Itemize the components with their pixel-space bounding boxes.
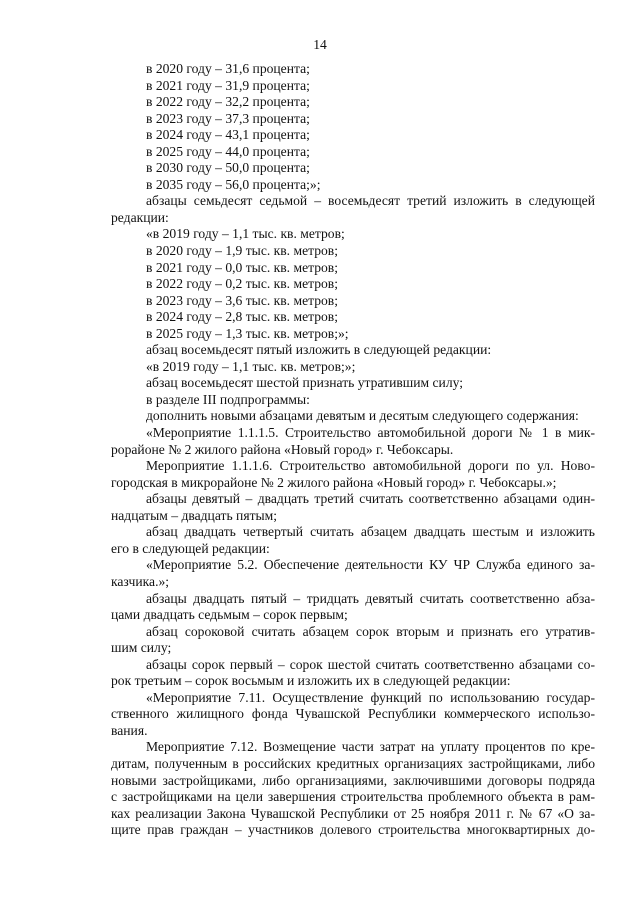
text-line: надцатым – двадцать пятым; bbox=[111, 507, 278, 523]
text-line: абзац сороковой считать абзацем сорок вторым и признать его утратив- bbox=[146, 623, 595, 639]
text-line: «Мероприятие 5.2. Обеспечение деятельности КУ ЧР Служба единого за- bbox=[146, 557, 595, 573]
text-line: дополнить новыми абзацами девятым и десятым следующего содержания: bbox=[146, 408, 579, 424]
text-line: «в 2019 году – 1,1 тыс. кв. метров; bbox=[146, 226, 345, 242]
text-line: в 2020 году – 31,6 процента; bbox=[146, 61, 310, 76]
text-line: цами двадцать седьмым – сорок первым; bbox=[111, 607, 348, 623]
text-line: абзацы двадцать пятый – тридцать девятый считать соответственно абза- bbox=[146, 590, 595, 606]
text-line: абзацы семьдесят седьмой – восемьдесят третий изложить в следующей bbox=[146, 193, 595, 209]
text-line: «Мероприятие 7.11. Осуществление функций по использованию государ- bbox=[146, 689, 595, 705]
text-line: в 2022 году – 0,2 тыс. кв. метров; bbox=[146, 276, 338, 292]
text-line: редакции: bbox=[111, 209, 169, 225]
text-line: «Мероприятие 1.1.1.5. Строительство автомобильной дороги № 1 в мик- bbox=[146, 425, 595, 441]
document-body bbox=[111, 61, 595, 839]
text-line: в 2023 году – 37,3 процента; bbox=[146, 110, 310, 126]
text-line: в 2021 году – 31,9 процента; bbox=[146, 77, 310, 93]
text-line: казчика.»; bbox=[111, 573, 170, 589]
text-line: в разделе III подпрограммы: bbox=[146, 391, 310, 407]
text-line: с застройщиками на цели завершения строительства проблемного объекта в рам- bbox=[111, 789, 595, 805]
text-line: «в 2019 году – 1,1 тыс. кв. метров;»; bbox=[146, 358, 356, 374]
text-line: дитам, полученным в российских кредитных организациях застройщиками, либо bbox=[111, 755, 595, 771]
text-line: рорайоне № 2 жилого района «Новый город» г. Чебоксары. bbox=[111, 441, 454, 457]
text-line: в 2022 году – 32,2 процента; bbox=[146, 94, 310, 110]
text-line: городская в микрорайоне № 2 жилого района «Новый город» г. Чебоксары.»; bbox=[111, 474, 557, 490]
text-line: его в следующей редакции: bbox=[111, 540, 270, 556]
text-line: в 2023 году – 3,6 тыс. кв. метров; bbox=[146, 292, 338, 308]
text-line: абзацы девятый – двадцать третий считать соответственно абзацами один- bbox=[146, 491, 595, 507]
text-line: в 2024 году – 43,1 процента; bbox=[146, 127, 310, 143]
text-line: абзацы сорок первый – сорок шестой считать соответственно абзацами со- bbox=[146, 656, 595, 672]
text-line: рок третьим – сорок восьмым и изложить их в следующей редакции: bbox=[111, 673, 511, 689]
text-line: шим силу; bbox=[111, 640, 172, 656]
text-line: в 2021 году – 0,0 тыс. кв. метров; bbox=[146, 259, 338, 275]
text-line: вания. bbox=[111, 722, 148, 738]
text-line: ственного жилищного фонда Чувашской Республики коммерческого использо- bbox=[111, 706, 595, 722]
text-line: абзац двадцать четвертый считать абзацем двадцать шестым и изложить bbox=[146, 524, 595, 540]
text-line: Мероприятие 1.1.1.6. Строительство автомобильной дороги по ул. Ново- bbox=[146, 458, 595, 474]
text-line: в 2024 году – 2,8 тыс. кв. метров; bbox=[146, 309, 338, 325]
page-number: 14 bbox=[313, 37, 327, 52]
text-line: в 2025 году – 44,0 процента; bbox=[146, 143, 310, 159]
text-line: в 2020 году – 1,9 тыс. кв. метров; bbox=[146, 243, 338, 259]
text-line: щите прав граждан – участников долевого строительства многоквартирных до- bbox=[111, 822, 595, 838]
text-line: в 2035 году – 56,0 процента;»; bbox=[146, 176, 321, 192]
text-line: новыми застройщиками, либо организациями, заключившими договоры подряда bbox=[111, 772, 595, 788]
text-line: Мероприятие 7.12. Возмещение части затрат на уплату процентов по кре- bbox=[146, 739, 595, 755]
text-line: ках реализации Закона Чувашской Республики от 25 ноября 2011 г. № 67 «О за- bbox=[111, 805, 595, 821]
text-line: абзац восемьдесят шестой признать утратившим силу; bbox=[146, 375, 463, 391]
text-line: в 2030 году – 50,0 процента; bbox=[146, 160, 310, 176]
text-line: абзац восемьдесят пятый изложить в следующей редакции: bbox=[146, 342, 492, 358]
text-line: в 2025 году – 1,3 тыс. кв. метров;»; bbox=[146, 325, 349, 341]
